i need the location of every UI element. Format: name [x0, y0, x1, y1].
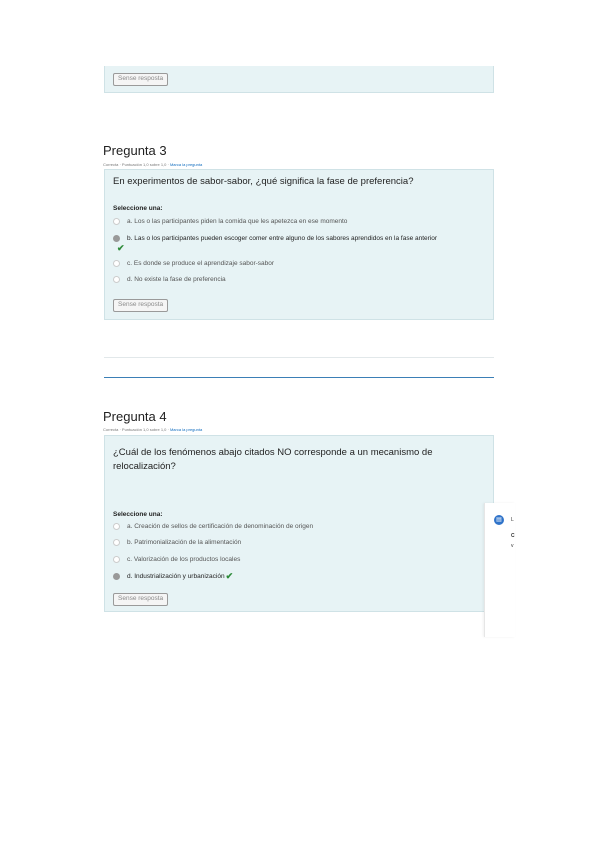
radio-button[interactable] — [113, 573, 120, 580]
side-card-text-1: L — [511, 517, 514, 523]
status-label: Correcta — [103, 162, 119, 167]
flag-question-link[interactable]: Marca la pregunta — [169, 162, 203, 167]
option-label: b. Patrimonialización de la alimentación — [127, 539, 242, 546]
option-label: d. Industrialización y urbanización — [127, 573, 225, 580]
radio-button[interactable] — [113, 218, 120, 225]
option-a[interactable] — [113, 523, 313, 530]
question-4-panel — [104, 435, 494, 612]
radio-button[interactable] — [113, 235, 120, 242]
question-3-text: En experimentos de sabor-sabor, ¿qué significa la fase de preferencia? — [113, 176, 414, 187]
option-label: d. No existe la fase de preferencia — [127, 276, 226, 283]
option-b[interactable] — [113, 539, 241, 546]
option-label: a. Los o las participantes piden la comida que les apetezca en ese momento — [127, 218, 348, 225]
side-notification-card[interactable] — [484, 503, 515, 637]
select-one-label: Seleccione una: — [113, 511, 163, 518]
option-d[interactable] — [113, 276, 226, 283]
option-label: c. Valorización de los productos locales — [127, 556, 241, 563]
question-4-text: ¿Cuál de los fenómenos abajo citados NO corresponde a un mecanismo de relocalización? — [113, 447, 433, 472]
question-4-meta: Correcta · Puntuación 1,0 sobre 1,0 · Marca la pregunta — [103, 427, 203, 432]
correct-check-icon: ✔ — [117, 243, 125, 253]
divider-accent — [104, 377, 494, 378]
radio-button[interactable] — [113, 556, 120, 563]
question-2-panel — [104, 66, 494, 93]
question-3-meta: Correcta · Puntuación 1,0 sobre 1,0 · Marca la pregunta — [103, 162, 203, 167]
option-b[interactable] — [113, 235, 437, 242]
status-label: Correcta — [103, 427, 119, 432]
no-answer-button[interactable]: Sense resposta — [113, 73, 168, 86]
no-answer-button[interactable]: Sense resposta — [113, 593, 168, 606]
option-label: c. Es donde se produce el aprendizaje sabor-sabor — [127, 260, 275, 267]
option-c[interactable] — [113, 556, 240, 563]
option-label: a. Creación de sellos de certificación de denominación de origen — [127, 523, 314, 530]
question-3-title: Pregunta 3 — [103, 143, 167, 158]
question-3-panel — [104, 169, 494, 320]
option-c[interactable] — [113, 260, 274, 267]
radio-button[interactable] — [113, 260, 120, 267]
option-d[interactable] — [113, 571, 233, 582]
score-label: Puntuación 1,0 sobre 1,0 — [121, 427, 167, 432]
no-answer-button[interactable]: Sense resposta — [113, 299, 168, 312]
score-label: Puntuación 1,0 sobre 1,0 — [121, 162, 167, 167]
side-card-text-3: v — [511, 543, 514, 549]
option-a[interactable] — [113, 218, 347, 225]
radio-button[interactable] — [113, 539, 120, 546]
option-label: b. Las o los participantes pueden escoger comer entre alguno de los sabores aprendidos en la fase anterior — [127, 235, 438, 242]
radio-button[interactable] — [113, 523, 120, 530]
select-one-label: Seleccione una: — [113, 205, 163, 212]
info-icon: ▤ — [494, 515, 504, 525]
side-card-text-2: C — [511, 533, 515, 539]
question-4-title: Pregunta 4 — [103, 409, 167, 424]
correct-check-icon: ✔ — [225, 571, 234, 581]
flag-question-link[interactable]: Marca la pregunta — [169, 427, 203, 432]
divider-light — [104, 357, 494, 358]
radio-button[interactable] — [113, 276, 120, 283]
